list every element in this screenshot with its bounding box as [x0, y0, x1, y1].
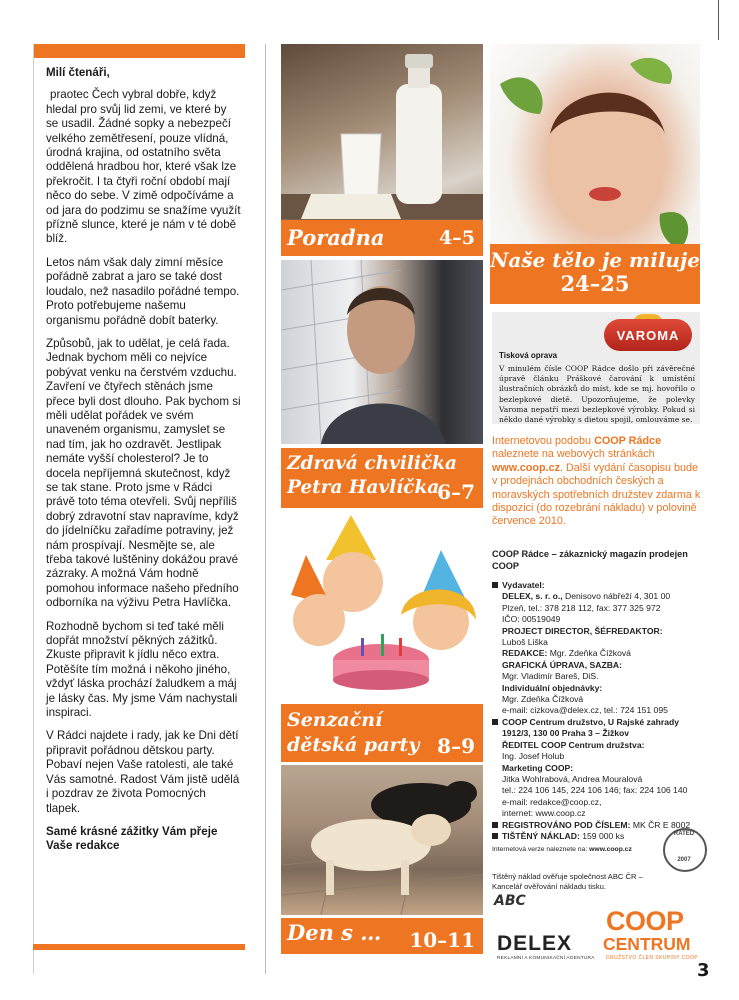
teaser-dogs-photo[interactable] — [281, 765, 483, 915]
teaser-pages: 24–25 — [560, 271, 630, 296]
abc-logo: ABC — [494, 893, 526, 909]
colophon-row — [492, 763, 704, 774]
page-number: 3 — [697, 960, 710, 981]
colophon-row — [492, 637, 704, 648]
colophon-value: internet: www.coop.cz — [502, 808, 586, 819]
colophon-row — [492, 626, 704, 637]
teaser-poradna[interactable] — [281, 44, 483, 256]
colophon-row — [492, 705, 704, 716]
caption-dens — [281, 918, 483, 954]
notice-brand: COOP Rádce — [594, 435, 662, 447]
colophon-value: Mgr. Zdeňka Čížková — [547, 648, 631, 659]
teaser-title: Naše tělo je miluje — [490, 248, 700, 272]
colophon-row — [492, 797, 704, 808]
bottom-accent-bar — [33, 944, 245, 950]
colophon-heading: COOP Rádce – zákaznický magazín prodejen COOP — [492, 549, 688, 571]
teaser-zdrava-photo[interactable] — [281, 260, 483, 444]
colophon-row — [492, 751, 704, 762]
editorial-paragraph: V Rádci najdete i rady, jak ke Dni dětí připravit pořádnou dětskou party. Pobaví nejen Vaše ratolesti, ale také Vás samotné. Radost Vám jistě udělá i pozdrav ze života Pomocných tlapek. — [46, 729, 240, 815]
editorial-paragraph: Rozhodně bychom si teď také měli dopřát množství pěkných zážitků. Zkuste připravit k jídlu něco extra. Potěšíte tím možná i někoho jiného, vždyť láska prochází žaludkem a máj je lásky čas. My jsme Vám nachystali inspiraci. — [46, 619, 238, 720]
colophon-value: Mgr. Zdeňka Čížková — [502, 694, 584, 705]
editorial-paragraph: Letos nám však daly zimní měsíce pořádně zabrat a jaro se také dost loudalo, než nasadilo pořádné tempo. Proto potřebujeme našemu organismu pořádně dobít baterky. — [46, 255, 240, 327]
colophon-label: DELEX, s. r. o., — [502, 591, 563, 602]
colophon-label: Marketing COOP: — [502, 762, 574, 773]
correction-title: Tisková oprava — [499, 351, 558, 360]
colophon-row — [492, 671, 704, 682]
coop-logo-centrum: CENTRUM — [603, 934, 691, 954]
salutation: Milí čtenáři, — [46, 66, 110, 79]
coop-logo-tagline: DRUŽSTVO ČLEN SKUPINY COOP — [606, 955, 698, 961]
correction-text: V minulém čísle COOP Rádce došlo při závěrečné úpravě článku Práškové čarování k umístění ilustračních obrázků do míst, kde se mj. hovořilo o bezlepkové dietě. Upozorňujeme, že polevky Varoma nepatří mezi bezlepkové výrobky. Pokud si někdo dané výrobky s dietou spojil, omlouváme se. — [499, 364, 695, 425]
colophon-label: GRAFICKÁ ÚPRAVA, SAZBA: — [502, 659, 622, 670]
teaser-party-illustration[interactable] — [281, 510, 483, 700]
caption-poradna — [281, 220, 483, 256]
colophon-row — [492, 808, 704, 819]
colophon-value: 159 000 ks — [579, 830, 625, 841]
teaser-title-line: Zdravá chvilička — [287, 453, 457, 474]
colophon-label: COOP Centrum družstvo, U Rajské zahrady — [502, 716, 680, 727]
web-note-text: Internetová verze naleznete na: — [492, 846, 588, 854]
colophon-row — [492, 694, 704, 705]
notice-url[interactable]: www.coop.cz — [492, 461, 560, 474]
seal-label: RATED — [673, 831, 695, 837]
caption-zdrava — [281, 448, 483, 508]
teaser-pages: 4–5 — [439, 227, 475, 249]
seal-year: 2007 — [677, 857, 691, 863]
delex-tagline: REKLAMNÍ A KOMUNIKAČNÍ AGENTURA — [497, 956, 595, 961]
colophon-row — [492, 785, 704, 796]
colophon-label: ŘEDITEL COOP Centrum družstva: — [502, 739, 645, 750]
colophon-row — [492, 660, 704, 671]
teaser-title — [287, 452, 457, 500]
colophon-value: IČO: 00519049 — [502, 614, 561, 625]
teaser-title: Den s … — [287, 920, 382, 945]
colophon-value: Luboš Liška — [502, 637, 548, 648]
colophon-row — [492, 683, 704, 694]
party-kids-illustration-icon — [281, 510, 483, 700]
colophon-label: REDAKCE: — [502, 648, 548, 659]
colophon-label: Vydavatel: — [502, 580, 545, 590]
colophon-value: tel.: 224 106 145, 224 106 146; fax: 224 106 140 — [502, 785, 688, 796]
signature: Samé krásné zážitky Vám přeje Vaše redakce — [46, 824, 218, 853]
colophon-row — [492, 648, 704, 659]
colophon-row — [492, 820, 704, 831]
teaser-title-line: Petra Havlíčka — [287, 477, 440, 498]
teaser-telo[interactable] — [490, 44, 700, 304]
colophon-value: e-mail: cizkova@delex.cz, tel.: 724 151 095 — [502, 705, 668, 716]
colophon-row — [492, 728, 704, 739]
varoma-logo: VAROMA — [604, 319, 692, 351]
colophon-value: Plzeň, tel.: 378 218 112, fax: 377 325 972 — [502, 602, 661, 613]
editorial-paragraph: praotec Čech vybral dobře, když hledal pro svůj lid zemi, ve které by se usadil. Žádné sopky a nebezpečí velkého zemětřesení, pouze vlídná, úrodná krajina, od ostatního světa oddělená hradbou hor, které však lze překročit. I ta čtyři roční období mají něco do sebe. V zimě odpočíváme a od jara do podzimu se snažíme využít přízně slunce, které je nám v té době blíž. — [46, 88, 241, 246]
colophon-value: Denisovo nábřeží 4, 301 00 — [562, 591, 671, 602]
colophon-row — [492, 580, 704, 591]
colophon-label: 1912/3, 130 00 Praha 3 – Žižkov — [502, 728, 630, 739]
teaser-title: Poradna — [287, 225, 385, 250]
colophon-label: REGISTROVÁNO POD ČÍSLEM: — [502, 819, 631, 830]
colophon-row — [492, 614, 704, 625]
colophon-row — [492, 740, 704, 751]
top-accent-bar — [33, 44, 245, 58]
internet-notice — [492, 435, 702, 529]
teaser-title — [287, 708, 419, 758]
caption-party — [281, 704, 483, 762]
teaser-title-line: Senzační — [287, 709, 383, 731]
dogs-photo-icon — [281, 765, 483, 915]
coop-logo-word: COOP — [606, 906, 684, 936]
left-border — [33, 44, 34, 974]
web-note-url[interactable]: www.coop.cz — [589, 846, 632, 854]
colophon-rows — [492, 580, 704, 842]
man-portrait-photo-icon — [281, 260, 483, 444]
notice-text: naleznete na webových stránkách — [492, 448, 655, 461]
colophon-label: PROJECT DIRECTOR, ŠÉFREDAKTOR: — [502, 625, 663, 636]
colophon — [492, 548, 704, 856]
notice-text: . Další vydání časopisu bude v prodejnách obchodních českých a moravských spotřebních družstev zdarma k dispozici (do rozebrání nákladu) v polovině července 2010. — [492, 461, 701, 528]
colophon-row — [492, 774, 704, 785]
delex-logo: DELEX — [497, 932, 573, 955]
caption-telo — [490, 244, 700, 304]
colophon-value: e-mail: redakce@coop.cz, — [502, 796, 602, 807]
colophon-label: TIŠTĚNÝ NÁKLAD: — [502, 830, 580, 841]
colophon-row — [492, 717, 704, 728]
teaser-pages: 10–11 — [409, 928, 475, 952]
right-edge-rule — [718, 0, 719, 40]
colophon-value: Mgr. Vladimír Bareš, DiS. — [502, 671, 599, 682]
colophon-row — [492, 603, 704, 614]
abc-note: Tištěný náklad ověřuje společnost ABC ČR – Kancelář ověřování nákladu tisku. — [492, 872, 643, 891]
colophon-row — [492, 591, 704, 602]
teaser-title-line: dětská party — [287, 734, 420, 756]
colophon-value: Ing. Josef Holub — [502, 751, 565, 762]
teaser-pages: 6–7 — [437, 480, 475, 504]
editorial-paragraph: Způsobů, jak to udělat, je celá řada. Jednak bychom měli co nejvíce pobývat venku na čerstvém vzduchu. Zavření ve čtyřech stěnách jsme přece byli dost dlouho. Pak bychom si měli udělat pořádek ve svém unaveném organismu, zamyslet se nad tím, jak ho ozdravět. Jestlipak nemáte vyšší cholesterol? Je to docela nepříjemná skutečnost, když se tak stane. Proto jsme v Rádci právě toto téma otevřeli. Svůj nepříliš dobrý zdravotní stav napravíme, když do jídelníčku zařadíme potraviny, jež nám prospívají. Nesmějte se, ale třeba takové luštěniny dokážou pravé zázraky. A možná Vám hodně pomohou informace našeho předního odborníka na výživu Petra Havlíčka. — [46, 336, 241, 610]
editorial-column — [46, 66, 241, 863]
colophon-label: Individuální objednávky: — [502, 682, 603, 693]
teaser-pages: 8–9 — [437, 734, 475, 758]
colophon-value: MK ČR E 8002 — [630, 819, 691, 830]
column-divider — [265, 44, 266, 974]
colophon-value: Jitka Wohlrabová, Andrea Mouralová — [502, 773, 643, 784]
notice-text: Internetovou podobu — [492, 435, 592, 447]
